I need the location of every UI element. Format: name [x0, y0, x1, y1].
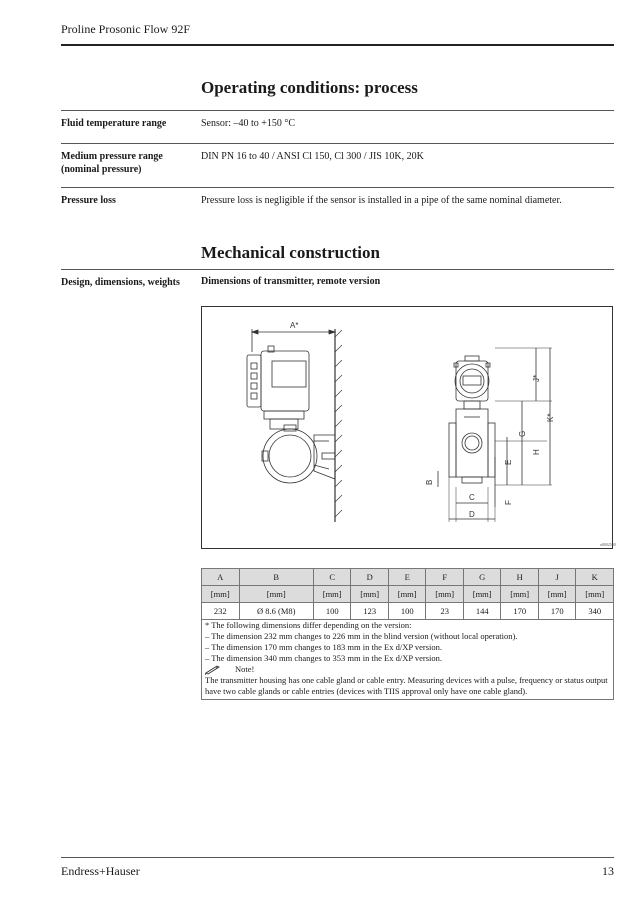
pencil-icon	[205, 665, 221, 675]
table-unit-cell: [mm]	[501, 586, 539, 603]
table-header-cell: J	[538, 569, 576, 586]
table-value-cell: 100	[313, 603, 351, 620]
footer-rule	[61, 857, 614, 858]
label-line: Medium pressure range	[61, 151, 163, 162]
dimension-table	[201, 568, 614, 620]
dim-label-h: H	[532, 449, 541, 455]
label-medium-pressure	[61, 150, 196, 176]
rule	[61, 143, 614, 144]
table-header-cell: B	[239, 569, 313, 586]
section-title-process: Operating conditions: process	[201, 78, 418, 97]
dim-label-k: K*	[546, 413, 555, 422]
dim-label-g: G	[518, 430, 527, 437]
rule	[61, 187, 614, 188]
table-unit-cell: [mm]	[576, 586, 614, 603]
dim-label-d: D	[469, 510, 475, 519]
table-unit-cell: [mm]	[426, 586, 464, 603]
table-unit-cell: [mm]	[239, 586, 313, 603]
label-line: (nominal pressure)	[61, 164, 142, 175]
note-label: Note!	[235, 664, 255, 674]
value-fluid-temperature: Sensor: –40 to +150 °C	[201, 118, 296, 129]
table-notes	[201, 618, 614, 700]
page-number: 13	[602, 864, 614, 878]
table-value-cell: 170	[538, 603, 576, 620]
table-header-cell: F	[426, 569, 464, 586]
table-header-cell: A	[202, 569, 240, 586]
table-value-cell: 123	[351, 603, 389, 620]
table-unit-cell: [mm]	[538, 586, 576, 603]
dim-label-b: B	[425, 479, 434, 485]
section-title-mechanical: Mechanical construction	[201, 243, 380, 262]
table-unit-cell: [mm]	[313, 586, 351, 603]
table-value-cell: 232	[202, 603, 240, 620]
table-header-cell: H	[501, 569, 539, 586]
label-fluid-temperature: Fluid temperature range	[61, 118, 167, 129]
figure-subtitle: Dimensions of transmitter, remote version	[201, 276, 381, 287]
table-unit-cell: [mm]	[463, 586, 501, 603]
note-heading	[205, 664, 610, 675]
note-line: – The dimension 232 mm changes to 226 mm in the blind version (without local operation).	[205, 631, 518, 641]
table-value-cell: Ø 8.6 (M8)	[239, 603, 313, 620]
table-value-cell: 144	[463, 603, 501, 620]
dim-label-c: C	[469, 493, 475, 502]
figure-code: a0002590	[600, 542, 616, 547]
footer-brand: Endress+Hauser	[61, 864, 140, 878]
rule	[61, 269, 614, 270]
table-value-cell: 170	[501, 603, 539, 620]
table-header-row	[202, 569, 614, 586]
table-header-cell: C	[313, 569, 351, 586]
table-header-cell: E	[388, 569, 426, 586]
rule	[61, 110, 614, 111]
note-line: * The following dimensions differ depending on the version:	[205, 620, 412, 630]
value-medium-pressure: DIN PN 16 to 40 / ANSI Cl 150, Cl 300 / JIS 10K, 20K	[201, 151, 424, 162]
document-header-title: Proline Prosonic Flow 92F	[61, 22, 191, 36]
value-pressure-loss: Pressure loss is negligible if the sensor is installed in a pipe of the same nominal diameter.	[201, 195, 562, 206]
table-value-cell: 23	[426, 603, 464, 620]
table-unit-cell: [mm]	[351, 586, 389, 603]
note-text: The transmitter housing has one cable gland or cable entry. Measuring devices with a pulse, frequency or status output have two cable glands or cable entries (devices with TIIS approval only have one cable gland).	[205, 675, 608, 696]
dim-label-e: E	[504, 459, 513, 465]
note-line: – The dimension 340 mm changes to 353 mm in the Ex d/XP version.	[205, 653, 443, 663]
table-header-cell: G	[463, 569, 501, 586]
table-value-cell: 340	[576, 603, 614, 620]
table-unit-row	[202, 586, 614, 603]
dim-label-f: F	[504, 500, 513, 505]
dimension-drawing	[201, 306, 613, 549]
table-unit-cell: [mm]	[388, 586, 426, 603]
note-line: – The dimension 170 mm changes to 183 mm in the Ex d/XP version.	[205, 642, 443, 652]
transmitter-drawing-svg	[202, 307, 612, 548]
label-design-dimensions: Design, dimensions, weights	[61, 277, 180, 288]
table-header-cell: D	[351, 569, 389, 586]
table-header-cell: K	[576, 569, 614, 586]
label-pressure-loss: Pressure loss	[61, 195, 116, 206]
dim-label-j: J*	[532, 374, 541, 382]
dim-label-a: A*	[290, 321, 299, 330]
header-rule	[61, 44, 614, 46]
table-unit-cell: [mm]	[202, 586, 240, 603]
table-value-row	[202, 603, 614, 620]
table-value-cell: 100	[388, 603, 426, 620]
